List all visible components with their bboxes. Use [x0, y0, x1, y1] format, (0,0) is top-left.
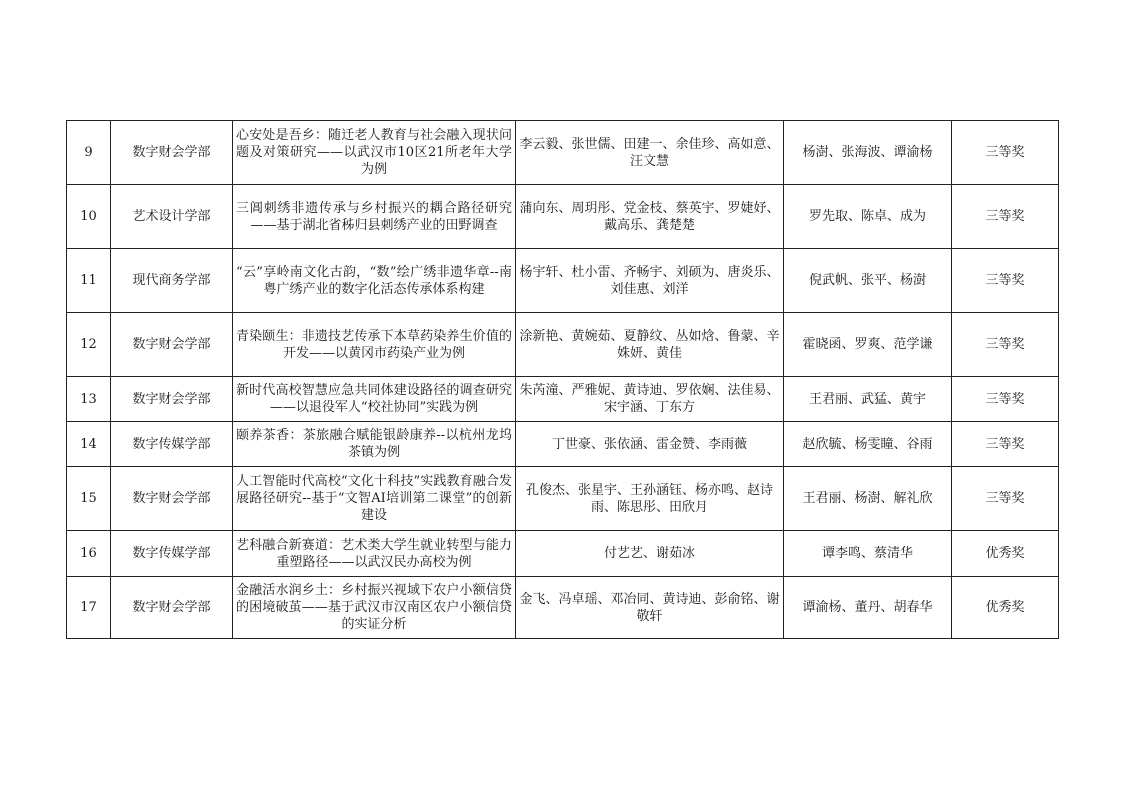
project-title-cell: 艺科融合新赛道：艺术类大学生就业转型与能力重塑路径——以武汉民办高校为例 [233, 531, 516, 577]
table-row [67, 121, 1059, 185]
awards-table-body [67, 121, 1059, 639]
advisors-cell: 王君丽、武猛、黄宇 [784, 377, 952, 422]
row-number: 11 [67, 249, 111, 313]
project-title-cell: 新时代高校智慧应急共同体建设路径的调查研究——以退役军人“校社协同”实践为例 [233, 377, 516, 422]
award-cell: 三等奖 [952, 185, 1059, 249]
members-cell: 李云毅、张世儒、田建一、余佳珍、高如意、汪文慧 [516, 121, 784, 185]
advisors-cell: 罗先取、陈卓、成为 [784, 185, 952, 249]
advisors-cell: 倪武帆、张平、杨澍 [784, 249, 952, 313]
members-cell: 蒲向东、周玥彤、党金枝、蔡英宇、罗婕妤、戴高乐、龚楚楚 [516, 185, 784, 249]
project-title-cell: 三阊刺绣非遗传承与乡村振兴的耦合路径研究——基于湖北省秭归县刺绣产业的田野调查 [233, 185, 516, 249]
award-cell: 三等奖 [952, 467, 1059, 531]
members-cell: 杨宇轩、杜小雷、齐畅宇、刘硕为、唐炎乐、刘佳惠、刘洋 [516, 249, 784, 313]
advisors-cell: 王君丽、杨澍、解礼欣 [784, 467, 952, 531]
members-cell: 涂新艳、黄婉茹、夏静纹、丛如焓、鲁蒙、辛姝妍、黄佳 [516, 313, 784, 377]
award-cell: 三等奖 [952, 121, 1059, 185]
table-row [67, 422, 1059, 467]
members-cell: 丁世豪、张依涵、雷金赞、李雨薇 [516, 422, 784, 467]
project-title-cell: 金融活水润乡土：乡村振兴视域下农户小额信贷的困境破茧——基于武汉市汉南区农户小额信贷的实证分析 [233, 577, 516, 639]
row-number: 12 [67, 313, 111, 377]
members-cell: 朱芮潼、严雅妮、黄诗迪、罗依娴、法佳易、宋宇涵、丁东方 [516, 377, 784, 422]
row-number: 16 [67, 531, 111, 577]
table-row [67, 249, 1059, 313]
award-cell: 三等奖 [952, 422, 1059, 467]
department-cell: 现代商务学部 [111, 249, 233, 313]
row-number: 9 [67, 121, 111, 185]
table-row [67, 313, 1059, 377]
project-title-cell: “云”享岭南文化古韵，“数”绘广绣非遗华章--南粤广绣产业的数字化活态传承体系构建 [233, 249, 516, 313]
advisors-cell: 赵欣毓、杨雯瞳、谷雨 [784, 422, 952, 467]
table-row [67, 185, 1059, 249]
department-cell: 数字财会学部 [111, 467, 233, 531]
row-number: 17 [67, 577, 111, 639]
department-cell: 数字财会学部 [111, 121, 233, 185]
award-cell: 三等奖 [952, 249, 1059, 313]
department-cell: 数字传媒学部 [111, 422, 233, 467]
awards-table [66, 120, 1059, 639]
department-cell: 数字财会学部 [111, 377, 233, 422]
members-cell: 金飞、冯卓瑶、邓冶同、黄诗迪、彭俞铭、谢敬轩 [516, 577, 784, 639]
department-cell: 数字传媒学部 [111, 531, 233, 577]
project-title-cell: 颐养茶香：茶旅融合赋能银龄康养--以杭州龙坞茶镇为例 [233, 422, 516, 467]
members-cell: 孔俊杰、张星宇、王孙涵钰、杨亦鸣、赵诗雨、陈思彤、田欣月 [516, 467, 784, 531]
table-row [67, 577, 1059, 639]
table-row [67, 467, 1059, 531]
award-cell: 三等奖 [952, 313, 1059, 377]
row-number: 15 [67, 467, 111, 531]
members-cell: 付艺艺、谢茹冰 [516, 531, 784, 577]
award-cell: 三等奖 [952, 377, 1059, 422]
row-number: 14 [67, 422, 111, 467]
department-cell: 艺术设计学部 [111, 185, 233, 249]
advisors-cell: 谭渝杨、董丹、胡春华 [784, 577, 952, 639]
department-cell: 数字财会学部 [111, 577, 233, 639]
advisors-cell: 杨澍、张海波、谭渝杨 [784, 121, 952, 185]
advisors-cell: 谭李鸣、蔡清华 [784, 531, 952, 577]
award-cell: 优秀奖 [952, 531, 1059, 577]
project-title-cell: 青染颐生：非遗技艺传承下本草药染养生价值的开发——以黄冈市药染产业为例 [233, 313, 516, 377]
project-title-cell: 人工智能时代高校“文化十科技”实践教育融合发展路径研究--基于“文智AI培训第二课堂”的创新建设 [233, 467, 516, 531]
project-title-cell: 心安处是吾乡：随迁老人教育与社会融入现状问题及对策研究——以武汉市10区21所老年大学为例 [233, 121, 516, 185]
row-number: 10 [67, 185, 111, 249]
table-row [67, 377, 1059, 422]
award-cell: 优秀奖 [952, 577, 1059, 639]
department-cell: 数字财会学部 [111, 313, 233, 377]
table-row [67, 531, 1059, 577]
advisors-cell: 霍晓函、罗爽、范学谦 [784, 313, 952, 377]
row-number: 13 [67, 377, 111, 422]
